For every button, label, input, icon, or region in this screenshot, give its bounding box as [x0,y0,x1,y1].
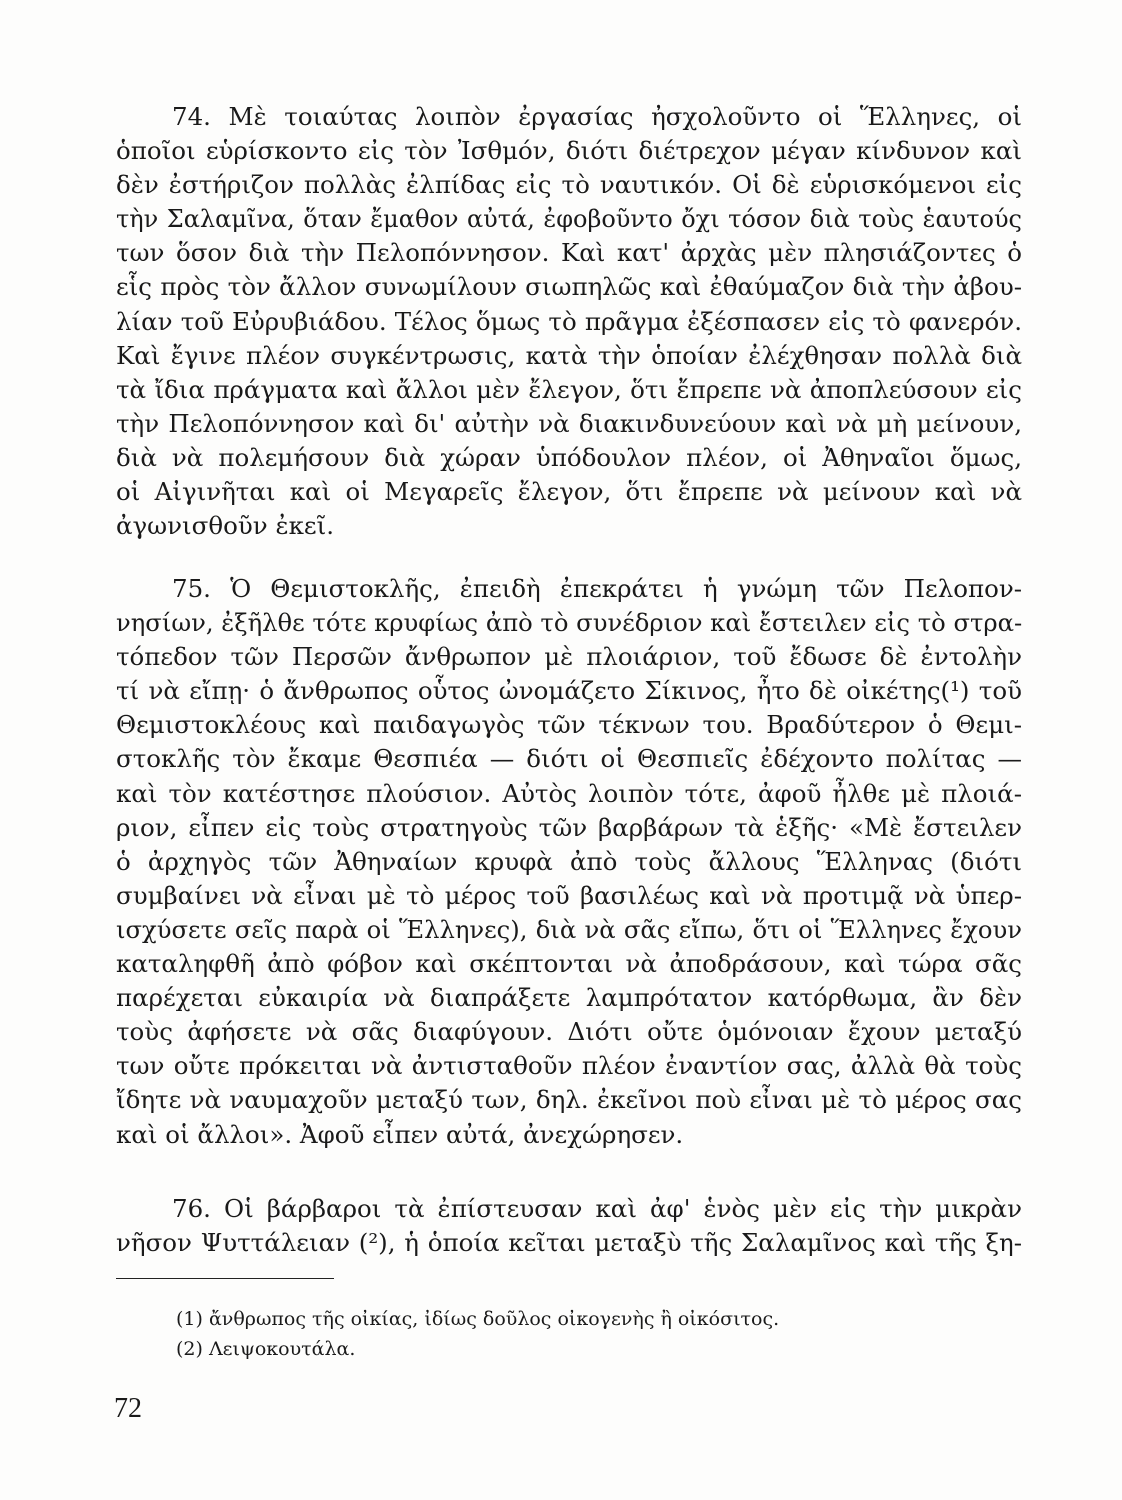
text-line: ἀγωνισθοῦν ἐκεῖ. [116,511,335,541]
text-line: τὴν Σαλαμῖνα, ὅταν ἔμαθον αὐτά, ἐφοβοῦντο ὄχι τόσον διὰ τοὺς ἑαυτούς [116,205,1022,234]
footnote-1: (1) ἄνθρωπος τῆς οἰκίας, ἰδίως δοῦλος οἰκογενὴς ἢ οἰκόσιτος. [176,1308,780,1330]
paragraph-76 [116,1192,1022,1260]
text-line: στοκλῆς τὸν ἔκαμε Θεσπιέα — διότι οἱ Θεσπιεῖς ἐδέχοντο πολίτας — [116,744,1022,774]
text-line: λίαν τοῦ Εὐρυβιάδου. Τέλος ὅμως τὸ πρᾶγμα ἐξέσπασεν εἰς τὸ φανερόν. [116,306,1022,336]
text-line: οἱ Αἰγινῆται καὶ οἱ Μεγαρεῖς ἔλεγον, ὅτι ἔπρεπε νὰ μείνουν καὶ νὰ [116,477,1022,507]
text-line: ριον, εἶπεν εἰς τοὺς στρατηγοὺς τῶν βαρβάρων τὰ ἑξῆς· «Μὲ ἔστειλεν [116,812,1022,842]
text-line: παρέχεται εὐκαιρία νὰ διαπράξετε λαμπρότατον κατόρθωμα, ἂν δὲν [116,983,1022,1013]
text-line: των οὔτε πρόκειται νὰ ἀντισταθοῦν πλέον ἐναντίον σας, ἀλλὰ θὰ τοὺς [116,1051,1022,1081]
text-line: 74. Μὲ τοιαύτας λοιπὸν ἐργασίας ἠσχολοῦντο οἱ Ἕλληνες, οἱ [172,102,1022,131]
text-line: τὰ ἴδια πράγματα καὶ ἄλλοι μὲν ἔλεγον, ὅτι ἔπρεπε νὰ ἀποπλεύσουν εἰς [116,374,1022,404]
text-line: ὁποῖοι εὑρίσκοντο εἰς τὸν Ἰσθμόν, διότι διέτρεχον μέγαν κίνδυνον καὶ [116,136,1022,166]
text-line: τόπεδον τῶν Περσῶν ἄνθρωπον μὲ πλοιάριον, τοῦ ἔδωσε δὲ ἐντολὴν [116,642,1022,672]
text-line: 75. Ὁ Θεμιστοκλῆς, ἐπειδὴ ἐπεκράτει ἡ γνώμη τῶν Πελοπον- [172,574,1022,603]
text-line: νῆσον Ψυττάλειαν (²), ἡ ὁποία κεῖται μεταξὺ τῆς Σαλαμῖνος καὶ τῆς ξη- [116,1228,1022,1258]
text-line: Καὶ ἔγινε πλέον συγκέντρωσις, κατὰ τὴν ὁποίαν ἐλέχθησαν πολλὰ διὰ [116,340,1022,370]
text-line: τί νὰ εἴπῃ· ὁ ἄνθρωπος οὗτος ὠνομάζετο Σίκινος, ἦτο δὲ οἰκέτης(¹) τοῦ [116,676,1022,706]
page-number: 72 [114,1393,142,1424]
footnotes [176,1304,779,1364]
text-line: δὲν ἐστήριζον πολλὰς ἐλπίδας εἰς τὸ ναυτικόν. Οἱ δὲ εὑρισκόμενοι εἰς [116,170,1022,200]
text-line: καταληφθῆ ἀπὸ φόβον καὶ σκέπτονται νὰ ἀποδράσουν, καὶ τώρα σᾶς [116,949,1022,979]
text-line: Θεμιστοκλέους καὶ παιδαγωγὸς τῶν τέκνων του. Βραδύτερον ὁ Θεμι- [116,710,1022,740]
footnote-divider [116,1278,334,1279]
text-line: εἷς πρὸς τὸν ἄλλον συνωμίλουν σιωπηλῶς καὶ ἐθαύμαζον διὰ τὴν ἀβου- [116,272,1022,302]
text-line: ὁ ἀρχηγὸς τῶν Ἀθηναίων κρυφὰ ἀπὸ τοὺς ἄλλους Ἕλληνας (διότι [116,846,1022,876]
text-line: τὴν Πελοπόννησον καὶ δι' αὐτὴν νὰ διακινδυνεύουν καὶ νὰ μὴ μείνουν, [116,408,1022,438]
text-line: ἴδητε νὰ ναυμαχοῦν μεταξύ των, δηλ. ἐκεῖνοι ποὺ εἶναι μὲ τὸ μέρος σας [116,1085,1022,1115]
text-line: 76. Οἱ βάρβαροι τὰ ἐπίστευσαν καὶ ἀφ' ἑνὸς μὲν εἰς τὴν μικρὰν [172,1194,1022,1223]
text-line: των ὅσον διὰ τὴν Πελοπόννησον. Καὶ κατ' ἀρχὰς μὲν πλησιάζοντες ὁ [116,238,1022,268]
paragraph-75 [116,572,1022,1152]
text-line: καὶ οἱ ἄλλοι». Ἀφοῦ εἶπεν αὐτά, ἀνεχώρησεν. [116,1119,684,1149]
text-line: νησίων, ἐξῆλθε τότε κρυφίως ἀπὸ τὸ συνέδριον καὶ ἔστειλεν εἰς τὸ στρα- [116,608,1023,638]
text-line: διὰ νὰ πολεμήσουν διὰ χώραν ὑπόδουλον πλέον, οἱ Ἀθηναῖοι ὅμως, [116,442,1022,472]
text-line: καὶ τὸν κατέστησε πλούσιον. Αὐτὸς λοιπὸν τότε, ἀφοῦ ἦλθε μὲ πλοιά- [116,778,1022,808]
text-line: ισχύσετε σεῖς παρὰ οἱ Ἕλληνες), διὰ νὰ σᾶς εἴπω, ὅτι οἱ Ἕλληνες ἔχουν [116,914,1022,944]
text-line: τοὺς ἀφήσετε νὰ σᾶς διαφύγουν. Διότι οὔτε ὁμόνοιαν ἔχουν μεταξύ [116,1017,1022,1047]
paragraph-74 [116,100,1022,543]
text-line: συμβαίνει νὰ εἶναι μὲ τὸ μέρος τοῦ βασιλέως καὶ νὰ προτιμᾷ νὰ ὑπερ- [116,880,1022,910]
footnote-2: (2) Λειψοκουτάλα. [176,1338,356,1360]
